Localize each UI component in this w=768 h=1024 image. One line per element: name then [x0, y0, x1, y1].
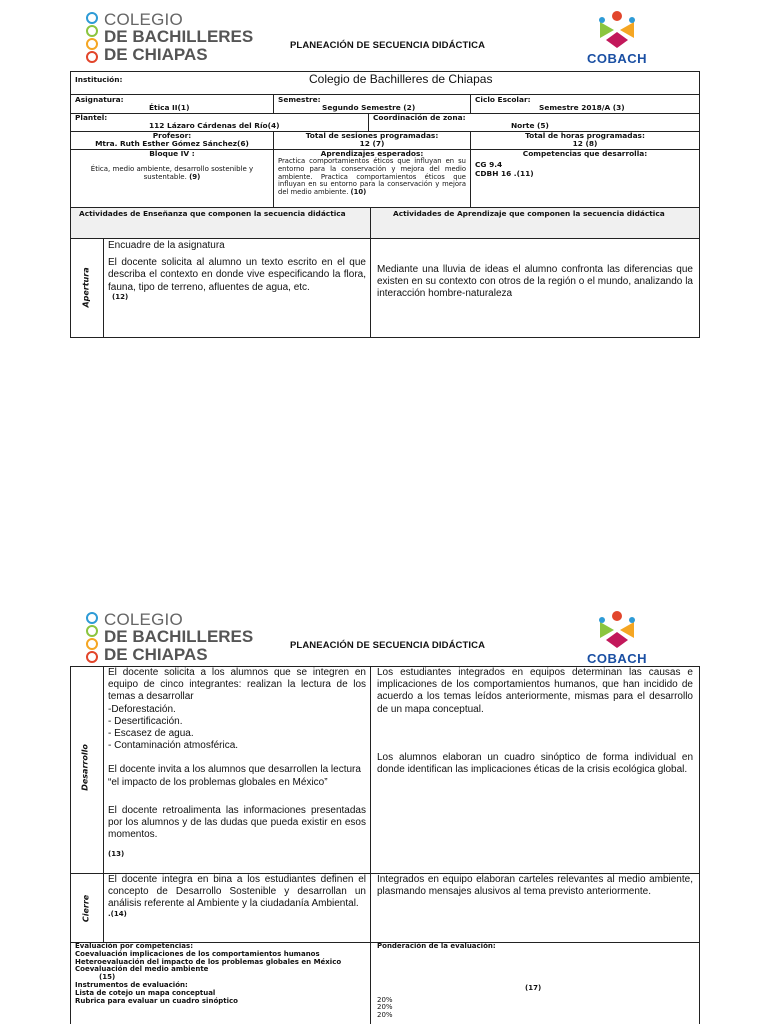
plantel-label: Plantel: [75, 113, 108, 122]
institucion-label: Institución: [75, 75, 123, 84]
apertura-side-cell [70, 238, 104, 338]
evaluacion-line-1: Coevaluación implicaciones de los comportamientos humanos [75, 949, 320, 958]
sesiones-cell [273, 131, 471, 150]
aprendizajes-cell [273, 149, 471, 208]
bloque-text [71, 166, 273, 182]
apertura-teacher-number: (12) [112, 292, 129, 301]
ponderacion-cell [370, 942, 700, 1024]
cobach-text: COBACH [586, 51, 648, 66]
cobach-emblem-icon [592, 10, 642, 50]
bloque-number: (9) [189, 173, 201, 182]
apertura-label: Apertura [81, 267, 91, 308]
bloque-cell [70, 149, 274, 208]
zona-value: Norte (5) [511, 121, 549, 130]
logo-line-1: COLEGIO [104, 10, 183, 29]
desarrollo-topic-1: -Deforestación. [108, 703, 176, 715]
asignatura-label: Asignatura: [75, 95, 124, 104]
ponderacion-number: (17) [525, 983, 542, 992]
cobach-logo-2 [582, 610, 652, 668]
evaluacion-number: (15) [99, 973, 116, 982]
plantel-cell [70, 113, 369, 132]
desarrollo-student-cell [370, 666, 700, 874]
semestre-value: Segundo Semestre (2) [322, 103, 416, 112]
cobach-logo [582, 10, 652, 68]
evaluacion-line-2: Heteroevaluación del impacto de los problemas globales en México [75, 957, 342, 966]
cierre-label: Cierre [81, 894, 91, 923]
desarrollo-teacher-p2: El docente invita a los alumnos que desarrollen la lectura “el impacto de los problemas globales en México” [108, 764, 361, 788]
cierre-teacher-cell [103, 873, 371, 943]
desarrollo-teacher-number: (13) [108, 850, 125, 859]
logo-line-2: DE BACHILLERES [104, 27, 254, 46]
ponderacion-label: Ponderación de la evaluación: [377, 942, 496, 950]
asignatura-cell [70, 94, 274, 114]
evaluacion-line-3: Coevaluación del medio ambiente [75, 965, 209, 974]
logo-line-1-p2: COLEGIO [104, 610, 183, 629]
competencias-label: Competencias que desarrolla: [522, 149, 648, 158]
desarrollo-topic-4: - Contaminación atmosférica. [108, 740, 239, 752]
aprendizaje-header-text: Actividades de Aprendizaje que componen la secuencia didáctica [393, 209, 665, 218]
semestre-cell [273, 94, 471, 114]
desarrollo-teacher-intro: El docente solicita a los alumnos que se integren en equipo de cinco integrantes: realizan la lectura de los temas a desarrollar [108, 667, 366, 703]
colegio-logo [86, 12, 286, 64]
instrumento-2: Rubrica para evaluar un cuadro sinóptico [75, 996, 238, 1005]
institucion-row [70, 71, 700, 95]
cierre-student-cell [370, 873, 700, 943]
ciclo-cell [470, 94, 700, 114]
apertura-teacher-text: El docente solicita al alumno un texto escrito en el que describa el contexto en donde vive especificando la flora, fauna, tipo de terreno, afluentes de agua, etc. [108, 257, 366, 293]
profesor-label: Profesor: [152, 131, 192, 140]
aprendizajes-text [274, 158, 470, 196]
colegio-logo-2 [86, 612, 286, 664]
zona-cell [368, 113, 700, 132]
evaluacion-cell [70, 942, 371, 1024]
document-title: PLANEACIÓN DE SECUENCIA DIDÁCTICA [290, 40, 486, 51]
evaluacion-label: Evaluación por competencias: [75, 942, 193, 950]
desarrollo-side-cell [70, 666, 104, 874]
ponderacion-2: 20% [377, 1003, 393, 1012]
competencias-cell [470, 149, 700, 208]
logo-circles-icon-2 [86, 612, 100, 664]
cobach-emblem-icon-2 [592, 610, 642, 650]
ensenanza-header-text: Actividades de Enseñanza que componen la secuencia didáctica [79, 209, 346, 218]
semestre-label: Semestre: [278, 95, 321, 104]
profesor-cell [70, 131, 274, 150]
logo-line-3-p2: DE CHIAPAS [104, 645, 208, 664]
horas-cell [470, 131, 700, 150]
plantel-value: 112 Lázaro Cárdenas del Río(4) [149, 121, 280, 130]
cierre-student-text: Integrados en equipo elaboran carteles relevantes al medio ambiente, plasmando mensajes alusivos al tema previsto anteriormente. [377, 874, 693, 898]
aprendizajes-label: Aprendizajes esperados: [320, 149, 424, 158]
cierre-side-cell [70, 873, 104, 943]
desarrollo-teacher-cell [103, 666, 371, 874]
document-title-2: PLANEACIÓN DE SECUENCIA DIDÁCTICA [290, 640, 486, 651]
desarrollo-label: Desarrollo [80, 744, 90, 791]
zona-label: Coordinación de zona: [373, 113, 466, 122]
cierre-teacher-number: .(14) [108, 909, 127, 918]
logo-circles-icon [86, 12, 100, 64]
institucion-value: Colegio de Bachilleres de Chiapas [309, 72, 493, 86]
ciclo-label: Ciclo Escolar: [475, 95, 531, 104]
ciclo-value: Semestre 2018/A (3) [539, 103, 625, 112]
desarrollo-student-p2: Los alumnos elaboran un cuadro sinóptico de forma individual en donde identifican las implicaciones éticas de la crisis ecológica global. [377, 751, 693, 775]
profesor-value: Mtra. Ruth Esther Gómez Sánchez(6) [95, 139, 249, 149]
instrumento-1: Lista de cotejo un mapa conceptual [75, 988, 216, 997]
bloque-description: Ética, medio ambiente, desarrollo sostenible y sustentable. [90, 165, 254, 182]
aprendizajes-number: (10) [350, 187, 367, 196]
aprendizajes-description: Practica comportamientos éticos que influyan en su entorno para la conservación y mejora del medio ambiente. Practica comportamientos éticos que influyan en su entorno para la conservación y mejora del medio ambiente. [278, 157, 466, 196]
competencias-2: CDBH 16 .(11) [475, 168, 534, 178]
apertura-teacher-title: Encuadre de la asignatura [108, 240, 225, 251]
desarrollo-teacher-p3: El docente retroalimenta las informaciones presentadas por los alumnos y de las dudas que pueda existir en esos momentos. [108, 804, 366, 841]
apertura-student-text: Mediante una lluvia de ideas el alumno confronta las diferencias que existen en su contexto con otros de la región o el mundo, analizando la interacción hombre-naturaleza [377, 264, 693, 300]
page-2 [0, 600, 768, 1024]
asignatura-value: Ética II(1) [149, 103, 190, 112]
cobach-text-2: COBACH [586, 651, 648, 666]
aprendizaje-header [370, 207, 700, 239]
desarrollo-topic-2: - Desertificación. [108, 715, 183, 727]
horas-label: Total de horas programadas: [525, 131, 645, 140]
bloque-label: Bloque IV : [149, 149, 195, 158]
cierre-teacher-text: El docente integra en bina a los estudiantes definen el concepto de Desarrollo Sostenible y desarrollan un análisis referente al Ambiente y la ciudadanía Ambiental. [108, 874, 366, 910]
instrumentos-label: Instrumentos de evaluación: [75, 981, 188, 990]
sesiones-value: 12 (7) [359, 139, 385, 149]
ponderacion-1: 20% [377, 995, 393, 1004]
ponderacion-3: 20% [377, 1011, 393, 1020]
logo-line-2-p2: DE BACHILLERES [104, 627, 254, 646]
competencias-1: CG 9.4 [475, 160, 503, 170]
apertura-student-cell [370, 238, 700, 338]
desarrollo-topic-3: - Escasez de agua. [108, 727, 194, 739]
horas-value: 12 (8) [572, 139, 598, 149]
apertura-teacher-cell [103, 238, 371, 338]
ensenanza-header [70, 207, 371, 239]
desarrollo-student-p1: Los estudiantes integrados en equipos determinan las causas e implicaciones de los comportamientos humanos, que han incidido de acuerdo a los temas leídos anteriormente, mismas para el desarrollo de un mapa conceptual. [377, 667, 693, 715]
logo-line-3: DE CHIAPAS [104, 45, 208, 64]
sesiones-label: Total de sesiones programadas: [305, 131, 439, 140]
